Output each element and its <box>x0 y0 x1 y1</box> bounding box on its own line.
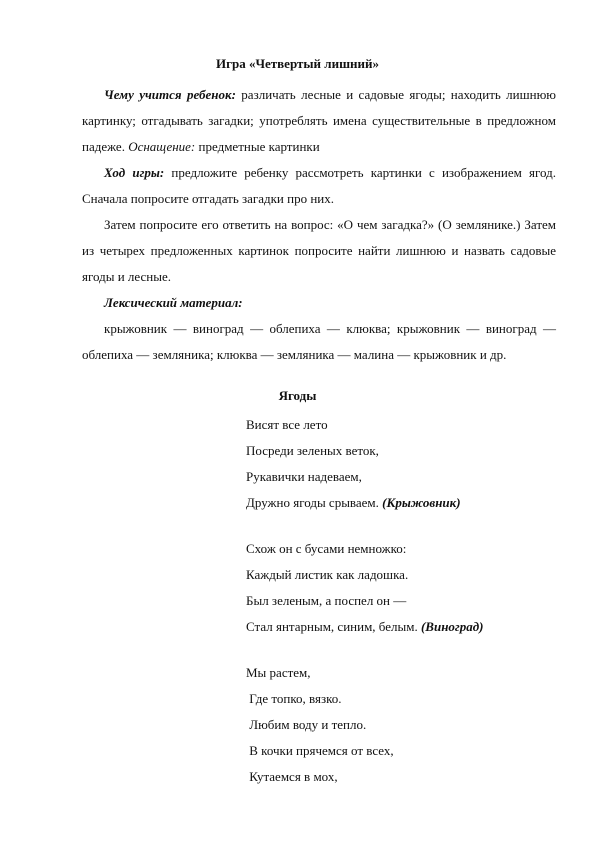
paragraph-lexical-label <box>82 290 556 316</box>
poem-line: Каждый листик как ладошка. <box>246 567 409 582</box>
paragraph-goals <box>82 82 556 160</box>
poem-line: Рукавички надеваем, <box>246 469 362 484</box>
paragraph-instructions: Затем попросите его ответить на вопрос: «О чем загадка?» (О землянике.) Затем из четырех предложенных картинок попросите найти лишнюю и назвать садовые ягоды и лесные. <box>82 217 556 284</box>
game-course-label: Ход игры: <box>104 165 165 180</box>
poem-line: В кочки прячемся от всех, <box>246 743 394 758</box>
poem-line-with-answer <box>246 490 461 516</box>
poem-title: Ягоды <box>278 388 317 403</box>
riddle-answer: (Виноград) <box>420 619 484 634</box>
poem-line: Где топко, вязко. <box>246 691 342 706</box>
equipment-label: Оснащение: <box>128 139 196 154</box>
poem-line: Стал янтарным, синим, белым. <box>246 619 421 634</box>
equipment-text: предметные картинки <box>195 139 320 154</box>
poem-line: Кутаемся в мох, <box>246 769 338 784</box>
poem-line: Дружно ягоды срываем. <box>246 495 383 510</box>
game-course-text: предложите ребенку рассмотреть картинки с изображением ягод. Сначала попросите отгадать загадки про них. <box>82 165 556 206</box>
page-title: Игра «Четвертый лишний» <box>215 56 380 71</box>
poem-line-with-answer <box>246 614 484 640</box>
paragraph-lexical-material: крыжовник — виноград — облепиха — клюква; крыжовник — виноград — облепиха — земляника; клюква — земляника — малина — крыжовник и др. <box>82 321 556 362</box>
riddle-grape <box>246 536 484 640</box>
lexical-material-label: Лексический материал: <box>104 295 243 310</box>
riddle-cranberry <box>246 660 394 790</box>
poem-line: Висят все лето <box>246 417 328 432</box>
goals-label: Чему учится ребенок: <box>104 87 236 102</box>
riddle-gooseberry <box>246 412 461 516</box>
poem-line: Любим воду и тепло. <box>246 717 367 732</box>
poem-line: Посреди зеленых веток, <box>246 443 379 458</box>
riddle-answer: (Крыжовник) <box>382 495 461 510</box>
paragraph-game-course <box>82 160 556 212</box>
poem-line: Схож он с бусами немножко: <box>246 541 407 556</box>
poem-line: Был зеленым, а поспел он — <box>246 593 407 608</box>
poem-line: Мы растем, <box>246 665 311 680</box>
goals-text: различать лесные и садовые ягоды; находить лишнюю картинку; отгадывать загадки; употреблять имена существительные в предложном падеже. <box>82 87 556 154</box>
